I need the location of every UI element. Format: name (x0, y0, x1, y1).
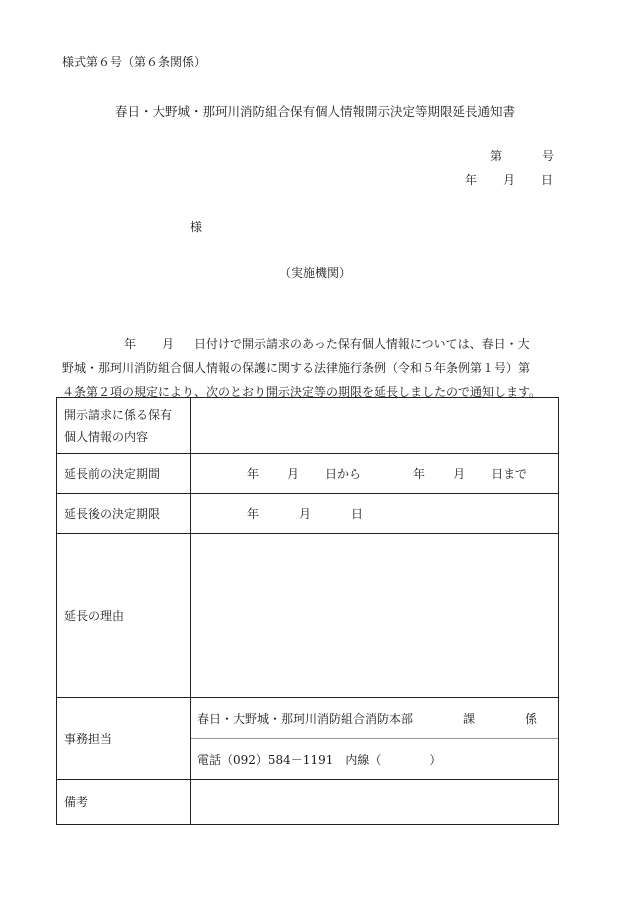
table-row-remarks (57, 780, 559, 825)
prior-to-day: 日まで (491, 467, 528, 481)
label-requested-info (57, 398, 191, 454)
body-month: 月 (162, 337, 175, 351)
field-requested-info[interactable] (191, 398, 559, 454)
field-remarks[interactable] (191, 780, 559, 825)
extended-year: 年 (247, 507, 260, 521)
extension-details-table (56, 397, 559, 825)
contact-office-line (191, 698, 558, 738)
prior-from-day: 日から (325, 467, 362, 481)
table-row-contact (57, 698, 559, 780)
prior-to-month: 月 (453, 467, 466, 481)
document-number-prefix: 第 (490, 149, 503, 163)
issue-date-day: 日 (541, 173, 554, 187)
field-prior-period[interactable] (191, 454, 559, 494)
notice-body (62, 332, 567, 404)
addressee: 様 (190, 220, 203, 234)
contact-office: 春日・大野城・那珂川消防組合消防本部 (197, 711, 414, 726)
label-remarks: 備考 (57, 780, 191, 825)
implementing-agency: （実施機関） (278, 266, 351, 280)
document-title: 春日・大野城・那珂川消防組合保有個人情報開示決定等期限延長通知書 (114, 104, 515, 119)
contact-phone: 電話（092）584－1191 内線（ (197, 752, 382, 767)
prior-from-year: 年 (247, 467, 260, 481)
table-row-extended-deadline (57, 494, 559, 534)
prior-from-month: 月 (287, 467, 300, 481)
label-extended-deadline: 延長後の決定期限 (57, 494, 191, 534)
table-row-prior-period (57, 454, 559, 494)
label-prior-period: 延長前の決定期間 (57, 454, 191, 494)
form-number: 様式第６号（第６条関係） (62, 55, 207, 69)
prior-to-year: 年 (413, 467, 426, 481)
issue-date-month: 月 (503, 173, 516, 187)
label-requested-info-b: 個人情報の内容 (64, 429, 149, 444)
contact-phone-line (191, 738, 558, 779)
document-number-suffix: 号 (542, 149, 555, 163)
table-row-requested-info (57, 398, 559, 454)
contact-unit: 係 (525, 711, 538, 726)
field-contact[interactable] (191, 698, 559, 780)
document-number (490, 147, 554, 164)
issue-date-year: 年 (465, 173, 478, 187)
extended-month: 月 (299, 507, 312, 521)
body-year: 年 (124, 337, 137, 351)
table-row-reason (57, 534, 559, 698)
issue-date (465, 171, 553, 188)
label-reason: 延長の理由 (57, 534, 191, 698)
extended-day: 日 (351, 507, 364, 521)
label-contact: 事務担当 (57, 698, 191, 780)
notice-body-line-2: 野城・那珂川消防組合個人情報の保護に関する法律施行条例（令和５年条例第１号）第 (62, 361, 531, 375)
label-requested-info-a: 開示請求に係る保有 (64, 407, 173, 422)
notice-body-line-1 (62, 332, 567, 356)
notice-body-line-3: ４条第２項の規定により、次のとおり開示決定等の期限を延長しましたので通知します。 (62, 385, 542, 399)
contact-phone-close: ） (429, 752, 442, 767)
body-line1-text: 日付けで開示請求のあった保有個人情報については、春日・大 (194, 337, 530, 351)
contact-section: 課 (463, 711, 476, 726)
field-extended-deadline[interactable] (191, 494, 559, 534)
field-reason[interactable] (191, 534, 559, 698)
